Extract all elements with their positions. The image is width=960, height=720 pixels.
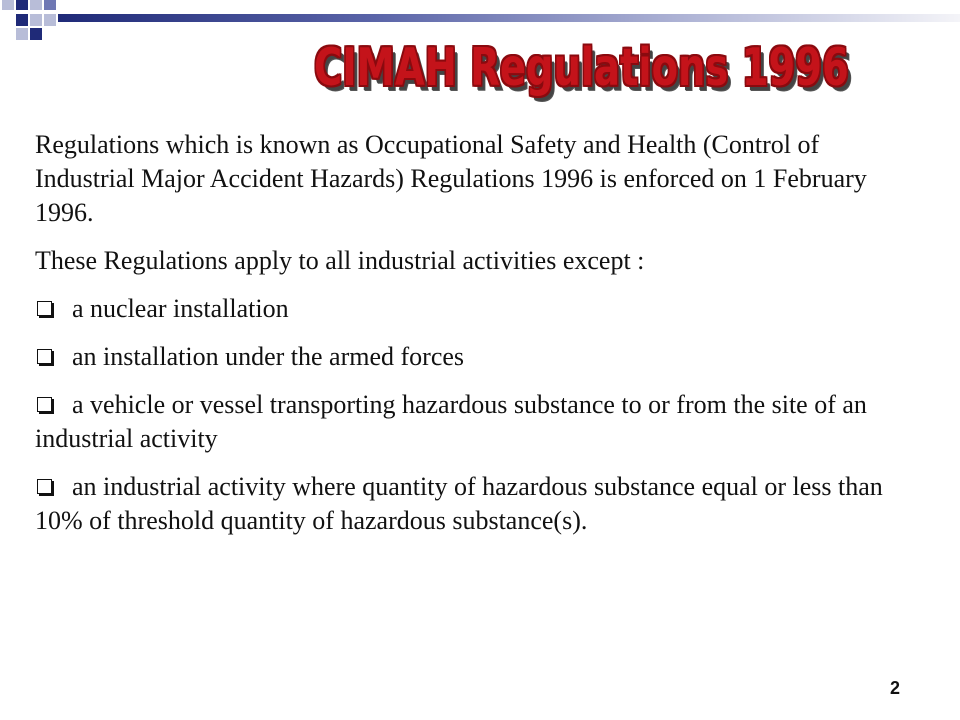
hollow-square-bullet-icon: [37, 479, 52, 494]
list-item: [35, 470, 925, 538]
corner-squares-decoration: [0, 0, 70, 50]
page-number: 2: [889, 678, 900, 698]
slide-body: [35, 128, 925, 552]
corner-square: [44, 0, 56, 10]
list-item: [35, 340, 925, 374]
corner-square: [16, 28, 28, 40]
corner-square: [44, 14, 56, 26]
corner-square: [16, 14, 28, 26]
bullet-text: a nuclear installation: [72, 294, 289, 323]
list-item: [35, 292, 925, 326]
corner-square: [30, 28, 42, 40]
intro-paragraph: Regulations which is known as Occupational Safety and Health (Control of Industrial Major Accident Hazards) Regulations 1996 is enforced on 1 February 1996.: [35, 130, 867, 227]
hollow-square-bullet-icon: [37, 301, 52, 316]
hollow-square-bullet-icon: [37, 397, 52, 412]
corner-square: [30, 0, 42, 10]
bullet-text: a vehicle or vessel transporting hazardous substance to or from the site of an industrial activity: [35, 390, 867, 453]
slide-title: CIMAH Regulations 1996: [313, 38, 849, 98]
title-area: [220, 28, 849, 108]
list-item: [35, 388, 925, 456]
corner-square: [16, 0, 28, 10]
hollow-square-bullet-icon: [37, 349, 52, 364]
bullet-text: an industrial activity where quantity of hazardous substance equal or less than 10% of threshold quantity of hazardous substance(s).: [35, 472, 883, 535]
corner-square: [2, 0, 14, 10]
corner-square: [30, 14, 42, 26]
lead-paragraph: These Regulations apply to all industrial activities except :: [35, 246, 645, 275]
header-gradient-bar: [58, 14, 960, 22]
bullet-text: an installation under the armed forces: [72, 342, 465, 371]
